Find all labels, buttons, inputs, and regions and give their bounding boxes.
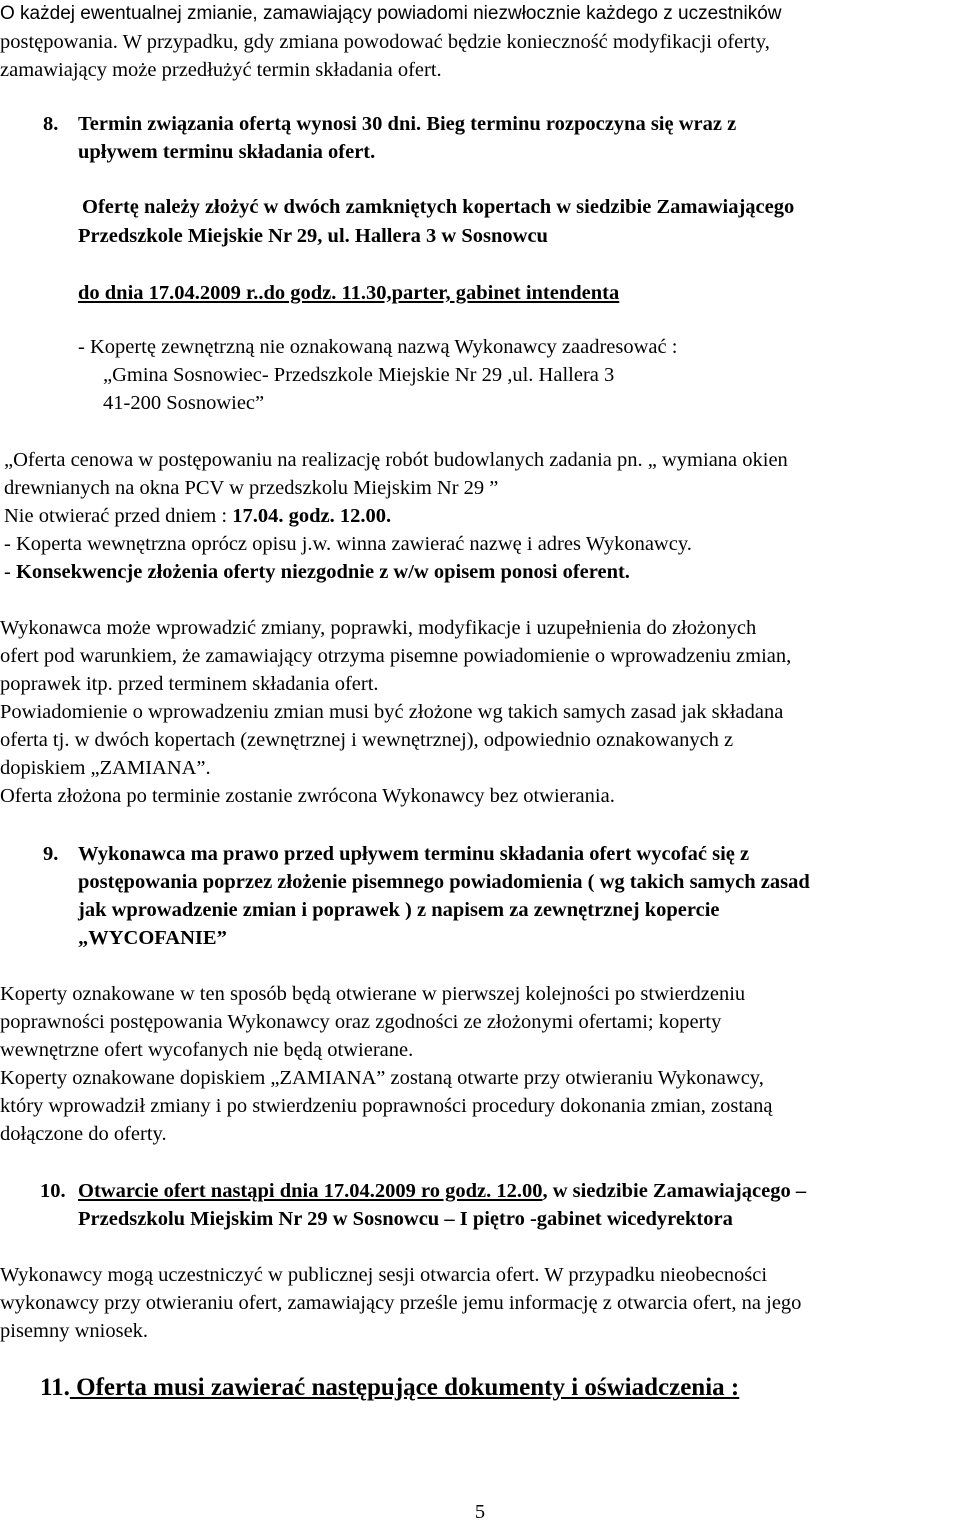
section-9-number: 9. xyxy=(43,843,59,865)
section-9-line-3: jak wprowadzenie zmian i poprawek ) z napisem za zewnętrznej kopercie xyxy=(78,899,720,921)
withdraw-line-5: który wprowadził zmiany i po stwierdzeniu poprawności procedury dokonania zmian, zostaną xyxy=(0,1095,773,1117)
do-not-open-label: Nie otwierać przed dniem : xyxy=(4,505,233,527)
section-10-line-1 xyxy=(78,1177,806,1205)
section-8-binding-period: Termin związania ofertą wynosi 30 dni. xyxy=(78,113,422,135)
do-not-open-line xyxy=(4,502,391,530)
changes-line-5: oferta tj. w dwóch kopertach (zewnętrznej i wewnętrznej), odpowiednio oznakowanych z xyxy=(0,729,734,751)
page-number: 5 xyxy=(474,1501,486,1523)
section-11-title: Oferta musi zawierać następujące dokumenty i oświadczenia : xyxy=(69,1374,740,1401)
session-line-1: Wykonawcy mogą uczestniczyć w publicznej sesji otwarcia ofert. W przypadku nieobecności xyxy=(0,1264,768,1286)
offer-place-street: Hallera 3 w Sosnowcu xyxy=(349,225,548,247)
section-9-line-2: postępowania poprzez złożenie pisemnego powiadomienia ( wg takich samych zasad xyxy=(78,871,810,893)
outer-envelope-line-2 xyxy=(103,361,614,389)
do-not-open-date: 17.04. godz. 12.00. xyxy=(232,505,392,527)
offer-deadline: do dnia 17.04.2009 r..do godz. 11.30,parter, gabinet intendenta xyxy=(78,282,620,304)
changes-line-4: Powiadomienie o wprowadzeniu zmian musi być złożone wg takich samych zasad jak składana xyxy=(0,701,784,723)
offer-title-line-1: „Oferta cenowa w postępowaniu na realizację robót budowlanych zadania pn. „ wymiana okien xyxy=(4,449,788,471)
intro-line-2: postępowania. W przypadku, gdy zmiana powodować będzie konieczność modyfikacji oferty, xyxy=(0,31,770,53)
consequence-text: Konsekwencje złożenia oferty niezgodnie z w/w opisem ponosi oferent. xyxy=(15,561,630,583)
section-11-number: 11. xyxy=(40,1374,70,1401)
withdraw-line-1: Koperty oznakowane w ten sposób będą otwierane w pierwszej kolejności po stwierdzeniu xyxy=(0,983,746,1005)
outer-envelope-street: Hallera 3 xyxy=(533,364,615,386)
offer-place-address: Przedszkole Miejskie Nr 29, ul. xyxy=(78,225,350,247)
changes-line-6: dopiskiem „ZAMIANA”. xyxy=(0,757,211,779)
withdraw-line-6: dołączone do oferty. xyxy=(0,1123,167,1145)
changes-line-2: ofert pod warunkiem, że zamawiający otrzyma pisemne powiadomienie o wprowadzeniu zmian, xyxy=(0,645,792,667)
withdraw-line-2: poprawności postępowania Wykonawcy oraz zgodności ze złożonymi ofertami; koperty xyxy=(0,1011,722,1033)
outer-envelope-line-3: 41-200 Sosnowiec” xyxy=(103,392,265,414)
offer-place-line-2 xyxy=(78,222,548,250)
changes-line-1: Wykonawca może wprowadzić zmiany, poprawki, modyfikacje i uzupełnienia do złożonych xyxy=(0,617,757,639)
outer-envelope-address: „Gmina Sosnowiec- Przedszkole Miejskie Nr 29 ,ul. xyxy=(103,364,534,386)
changes-line-3: poprawek itp. przed terminem składania ofert. xyxy=(0,673,379,695)
consequence-line xyxy=(4,558,630,586)
section-8-number: 8. xyxy=(43,113,59,135)
offer-title-line-2: drewnianych na okna PCV w przedszkolu Miejskim Nr 29 ” xyxy=(4,477,499,499)
section-10-number: 10. xyxy=(40,1180,66,1202)
section-8-line-2: upływem terminu składania ofert. xyxy=(78,141,376,163)
outer-envelope-line-1: - Kopertę zewnętrzną nie oznakowaną nazwą Wykonawcy zaadresować : xyxy=(78,336,678,358)
changes-line-7: Oferta złożona po terminie zostanie zwrócona Wykonawcy bez otwierania. xyxy=(0,785,615,807)
session-line-2: wykonawcy przy otwieraniu ofert, zamawiający prześle jemu informację z otwarcia ofert, na jego xyxy=(0,1292,802,1314)
session-line-3: pisemny wniosek. xyxy=(0,1320,149,1342)
offer-place-text: Ofertę należy złożyć w dwóch zamkniętych kopertach w siedzibie Zamawiającego xyxy=(82,196,795,218)
intro-line-1: O każdej ewentualnej zmianie, zamawiający powiadomi niezwłocznie każdego z uczestników xyxy=(0,3,782,24)
intro-line-3: zamawiający może przedłużyć termin składania ofert. xyxy=(0,59,442,81)
section-10-line-2: Przedszkolu Miejskim Nr 29 w Sosnowcu – I piętro -gabinet wicedyrektora xyxy=(78,1208,733,1230)
opening-date: Otwarcie ofert nastąpi dnia 17.04.2009 ro godz. 12.00 xyxy=(78,1180,543,1202)
section-8-line-1-rest: Bieg terminu rozpoczyna się wraz z xyxy=(421,113,737,135)
section-8-line-1 xyxy=(78,110,736,138)
offer-place-line-1 xyxy=(82,193,794,221)
section-11-heading xyxy=(40,1374,739,1402)
section-9-line-1: Wykonawca ma prawo przed upływem terminu składania ofert wycofać się z xyxy=(78,843,750,865)
withdraw-line-3: wewnętrzne ofert wycofanych nie będą otwierane. xyxy=(0,1039,414,1061)
withdraw-line-4: Koperty oznakowane dopiskiem „ZAMIANA” zostaną otwarte przy otwieraniu Wykonawcy, xyxy=(0,1067,764,1089)
inner-envelope-line: - Koperta wewnętrzna oprócz opisu j.w. winna zawierać nazwę i adres Wykonawcy. xyxy=(4,533,692,555)
consequence-dash: - xyxy=(4,561,16,583)
opening-place: , w siedzibie Zamawiającego – xyxy=(542,1180,807,1202)
section-9-line-4: „WYCOFANIE” xyxy=(78,927,227,949)
